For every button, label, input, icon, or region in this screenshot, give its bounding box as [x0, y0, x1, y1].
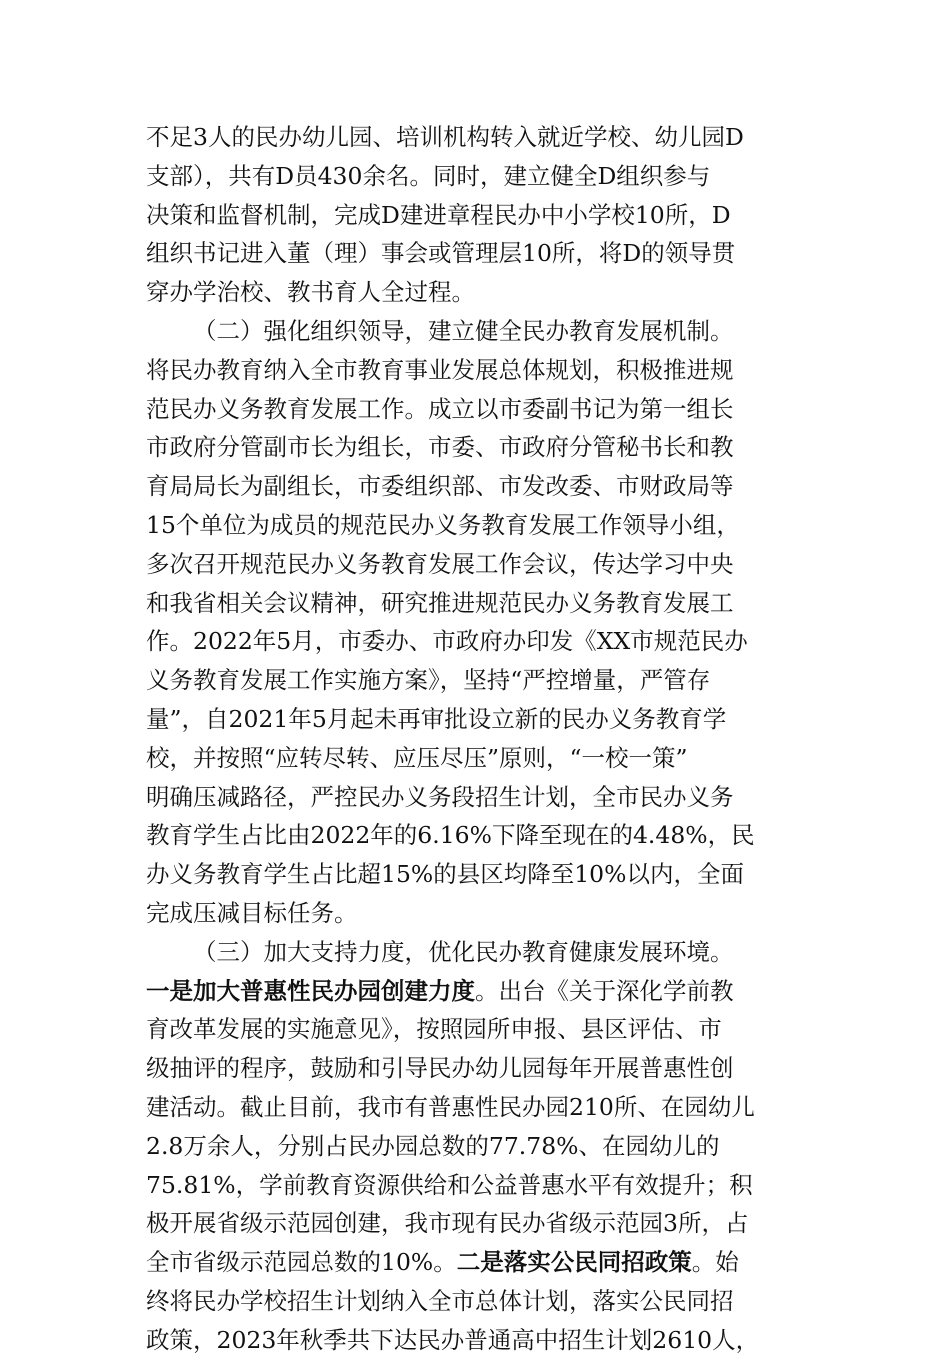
text-line: 极开展省级示范园创建，我市现有民办省级示范园3所，占 — [146, 1209, 749, 1238]
text-line: 完成压减目标任务。 — [146, 898, 358, 927]
text-line — [146, 1243, 806, 1282]
text-line: 将民办教育纳入全市教育事业发展总体规划，积极推进规 — [146, 355, 734, 384]
text-line: 2.8万余人，分别占民办园总数的77.78%、在园幼儿的 — [146, 1131, 720, 1160]
text-line: 范民办义务教育发展工作。成立以市委副书记为第一组长 — [146, 394, 734, 423]
text-run: 。出台《关于深化学前教 — [475, 976, 734, 1005]
document-body — [146, 118, 806, 1360]
text-line: 明确压减路径，严控民办义务段招生计划，全市民办义务 — [146, 782, 734, 811]
text-line: 量”，自2021年5月起未再审批设立新的民办义务教育学 — [146, 704, 727, 733]
text-line: 办义务教育学生占比超15%的县区均降至10%以内，全面 — [146, 860, 744, 889]
text-line: 支部），共有D员430余名。同时，建立健全D组织参与 — [146, 161, 711, 190]
section-heading-2: （二）强化组织领导，建立健全民办教育发展机制。 — [193, 316, 734, 345]
text-line: 教育学生占比由2022年的6.16%下降至现在的4.48%，民 — [146, 821, 755, 850]
text-line: 政策，2023年秋季共下达民办普通高中招生计划2610人， — [146, 1325, 760, 1354]
section-heading-3: （三）加大支持力度，优化民办教育健康发展环境。 — [193, 937, 734, 966]
text-line: 决策和监督机制，完成D建进章程民办中小学校10所，D — [146, 200, 731, 229]
text-line: 校，并按照“应转尽转、应压尽压”原则，“一校一策” — [146, 743, 688, 772]
text-line: 市政府分管副市长为组长，市委、市政府分管秘书长和教 — [146, 433, 734, 462]
text-line: 建活动。截止目前，我市有普惠性民办园210所、在园幼儿 — [146, 1092, 755, 1121]
bold-lead-2: 二是落实公民同招政策 — [456, 1248, 692, 1277]
text-line: 15个单位为成员的规范民办义务教育发展工作领导小组， — [146, 510, 740, 539]
text-line: 终将民办学校招生计划纳入全市总体计划，落实公民同招 — [146, 1286, 734, 1315]
text-line: 多次召开规范民办义务教育发展工作会议，传达学习中央 — [146, 549, 734, 578]
text-line: 作。2022年5月，市委办、市政府办印发《XX市规范民办 — [146, 627, 748, 656]
text-line: 75.81%，学前教育资源供给和公益普惠水平有效提升；积 — [146, 1170, 753, 1199]
text-line: 级抽评的程序，鼓励和引导民办幼儿园每年开展普惠性创 — [146, 1054, 734, 1083]
text-line: 和我省相关会议精神，研究推进规范民办义务教育发展工 — [146, 588, 734, 617]
text-line — [146, 972, 806, 1011]
text-line: 义务教育发展工作实施方案》，坚持“严控增量，严管存 — [146, 666, 711, 695]
text-run: 全市省级示范园总数的10%。 — [146, 1248, 457, 1277]
text-line: 组织书记进入董（理）事会或管理层10所，将D的领导贯 — [146, 239, 736, 268]
text-line: 不足3人的民办幼儿园、培训机构转入就近学校、幼儿园D — [146, 123, 744, 151]
text-run: 。始 — [691, 1248, 739, 1277]
bold-lead-1: 一是加大普惠性民办园创建力度 — [146, 976, 475, 1005]
text-line: 育局局长为副组长，市委组织部、市发改委、市财政局等 — [146, 472, 734, 501]
text-line: 育改革发展的实施意见》，按照园所申报、县区评估、市 — [146, 1015, 722, 1044]
text-line: 穿办学治校、教书育人全过程。 — [146, 278, 475, 307]
